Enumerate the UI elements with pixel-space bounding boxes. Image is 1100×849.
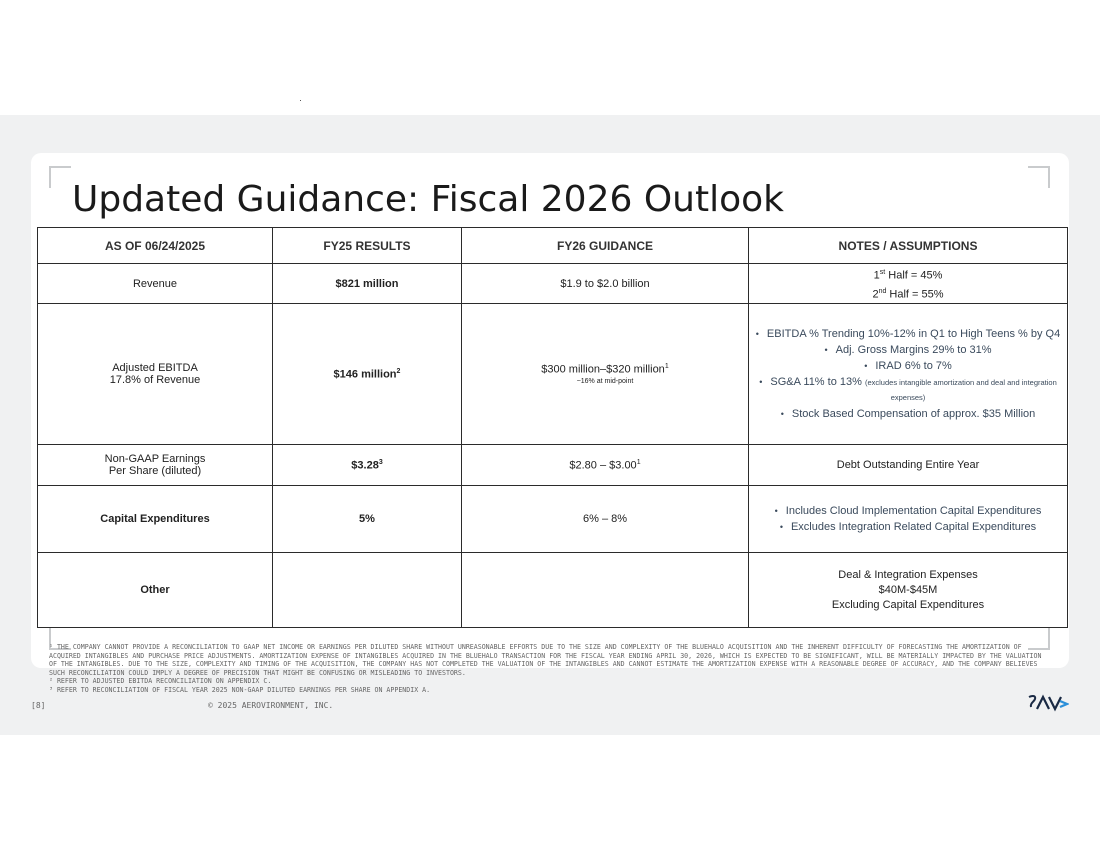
page-number: [8] [31,701,46,710]
header-fy25-results: FY25 RESULTS [273,228,462,264]
ebitda-fy25-value: $146 million$^2$ [273,304,462,445]
revenue-notes [749,264,1068,304]
other-notes: Deal & Integration Expenses $40M-$45M Excluding Capital Expenditures [749,553,1068,628]
ebitda-note-trend: • EBITDA % Trending 10%-12% in Q1 to High Teens % by Q4 [755,327,1061,341]
header-fy26-guidance: FY26 GUIDANCE [462,228,749,264]
table-header-row [38,228,1068,264]
guidance-table [37,227,1068,628]
other-fy26-empty [462,553,749,628]
eps-fy25-value: $3.28$^3$ [273,445,462,486]
footnote-1: ¹ THE COMPANY CANNOT PROVIDE A RECONCILIATION TO GAAP NET INCOME OR EARNINGS PER DILUTED SHARE WITHOUT UNREASONABLE EFFORTS DUE TO THE SIZE AND COMPLEXITY OF THE BLUEHALO ACQUISITION AND THE INHERENT DIFFICULTY OF FORECASTING THE AMORTIZATION OF ACQUIRED INTANGIBLES AND PURCHASE PRICE ADJUSTMENTS. AMORTIZATION EXPENSE OF INTANGIBLES ACQUIRED IN THE BLUEHALO TRANSACTION FOR THE FISCAL YEAR ENDING APRIL 30, 2026, WHICH IS EXPECTED TO BE SIGNIFICANT, WILL BE MATERIALLY IMPACTED BY THE VALUATION OF THE INTANGIBLES. DUE TO THE SIZE, COMPLEXITY AND TIMING OF THE ACQUISITION, THE COMPANY HAS NOT COMPLETED THE VALUATION OF THE INTANGIBLES AND CANNOT ESTIMATE THE AMORTIZATION EXPENSE WITH A REASONABLE DEGREE OF ACCURACY, AND THE COMPANY BELIEVES SUCH RECONCILIATION COULD IMPLY A DEGREE OF PRECISION THAT MIGHT BE CONFUSING OR MISLEADING TO INVESTORS. [49,643,1042,677]
ebitda-note-sga: • SG&A 11% to 13% (excludes intangible amortization and deal and integration expenses) [755,375,1061,405]
slide-title: Updated Guidance: Fiscal 2026 Outlook [72,179,785,220]
table-row-eps [38,445,1068,486]
capex-fy26-value: 6% – 8% [462,486,749,553]
row-label-capex: Capital Expenditures [38,486,273,553]
eps-note: Debt Outstanding Entire Year [749,445,1068,486]
capex-notes [749,486,1068,553]
ebitda-fy26-value: $300 million–$320 million$^1$ ~16% at mid-point [462,304,749,445]
av-logo [1027,693,1069,713]
corner-bracket-top-right [1028,166,1050,188]
copyright: © 2025 AEROVIRONMENT, INC. [208,701,334,710]
other-fy25-empty [273,553,462,628]
header-notes-assumptions: NOTES / ASSUMPTIONS [749,228,1068,264]
eps-fy26-value: $2.80 – $3.00$^1$ [462,445,749,486]
ebitda-note-gross-margins: • Adj. Gross Margins 29% to 31% [755,343,1061,357]
row-label-revenue: Revenue [38,264,273,304]
revenue-fy25-value: $821 million [273,264,462,304]
capex-fy25-value: 5% [273,486,462,553]
ebitda-note-irad: • IRAD 6% to 7% [755,359,1061,373]
stray-dot [300,100,301,101]
footnote-2: ² REFER TO ADJUSTED EBITDA RECONCILIATION ON APPENDIX C. [49,677,272,686]
revenue-note-first-half: 1st Half = 45% [873,268,943,282]
row-label-other: Other [38,553,273,628]
ebitda-notes [749,304,1068,445]
ebitda-note-stock-comp: • Stock Based Compensation of approx. $35 Million [755,407,1061,421]
table-row-adjusted-ebitda [38,304,1068,445]
row-label-eps: Non-GAAP Earnings Per Share (diluted) [38,445,273,486]
header-as-of: AS OF 06/24/2025 [38,228,273,264]
ebitda-midpoint-note: ~16% at mid-point [576,377,634,385]
corner-bracket-top-left [49,166,71,188]
capex-note-cloud: • Includes Cloud Implementation Capital Expenditures [755,504,1061,518]
capex-note-integration: • Excludes Integration Related Capital Expenditures [755,520,1061,534]
table-row-revenue [38,264,1068,304]
revenue-note-second-half: 2nd Half = 55% [872,287,944,301]
row-label-adjusted-ebitda: Adjusted EBITDA 17.8% of Revenue [38,304,273,445]
table-row-other [38,553,1068,628]
table-row-capex [38,486,1068,553]
footnotes [49,643,1049,695]
revenue-fy26-value: $1.9 to $2.0 billion [462,264,749,304]
footnote-3: ³ REFER TO RECONCILIATION OF FISCAL YEAR 2025 NON-GAAP DILUTED EARNINGS PER SHARE ON APPENDIX A. [49,685,431,694]
